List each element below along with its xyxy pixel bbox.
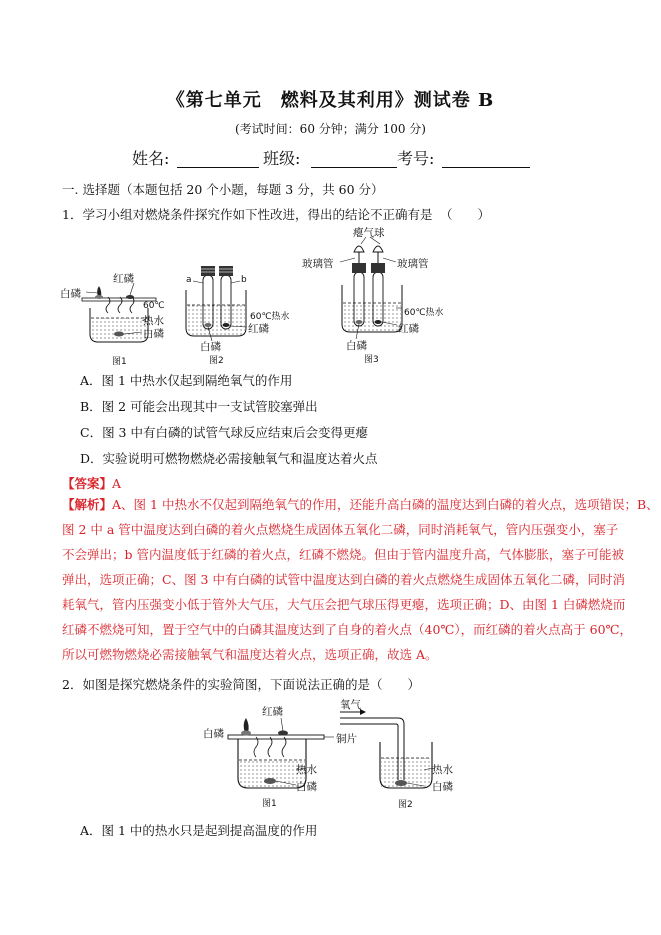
q1-answer-value: A <box>112 476 122 491</box>
q1-fig2-water-label: 60℃热水 <box>250 312 290 322</box>
q1-analysis-line: 弹出，选项正确；C、图 3 中有白磷的试管中温度达到白磷的着火点燃烧生成固体五氧化二磷，同时消 <box>62 572 625 587</box>
q1-stem: 1．学习小组对燃烧条件探究作如下性改进，得出的结论不正确有是 <box>62 207 433 222</box>
q1-fig3-tube-right-label: 玻璃管 <box>397 258 429 270</box>
class-label: 班级: <box>263 149 301 168</box>
q2-option-a[interactable]: A．图 1 中的热水只是起到提高温度的作用 <box>80 823 318 838</box>
q1-answer-paren: （ ） <box>440 207 491 222</box>
q2-fig1-water-label: 热水 <box>296 764 317 776</box>
q1-analysis-line: 红磷不燃烧可知，置于空气中的白磷其温度达到了自身的着火点（40℃），而红磷的着火点高于 60℃， <box>62 622 633 637</box>
q2-fig2-white-p-label: 白磷 <box>432 781 453 793</box>
q2-fig1-caption: 图1 <box>262 799 277 809</box>
q1-option-c[interactable]: C．图 3 中有白磷的试管气球反应结束后会变得更瘪 <box>80 425 368 440</box>
q1-fig2-a-label: a <box>186 275 192 285</box>
q1-analysis-line: 所以可燃物燃烧必需接触氧气和温度达着火点，选项正确，故选 A。 <box>62 647 438 662</box>
name-label: 姓名: <box>132 149 170 168</box>
q1-fig2-caption: 图2 <box>209 356 224 366</box>
q1-fig2-red-p-label: 红磷 <box>248 323 269 335</box>
q1-fig3-white-p-label: 白磷 <box>346 340 367 352</box>
q1-fig3-caption: 图3 <box>364 355 379 365</box>
q2-fig1-white-p2-label: 白磷 <box>296 781 317 793</box>
q2-fig2-water-label: 热水 <box>432 764 453 776</box>
exam-subtitle: (考试时间：60 分钟；满分 100 分) <box>235 122 426 136</box>
q1-fig2-white-p-label: 白磷 <box>200 341 221 353</box>
q1-option-d[interactable]: D．实验说明可燃物燃烧必需接触氧气和温度达着火点 <box>80 451 378 466</box>
q1-fig1-white-p2-label: 白磷 <box>143 328 164 340</box>
q1-fig3-tube-left-label: 玻璃管 <box>302 258 334 270</box>
q1-fig1-white-p-label: 白磷 <box>60 288 81 300</box>
q1-fig2-b-label: b <box>241 275 247 285</box>
q1-analysis-line: 【解析】A、图 1 中热水不仅起到隔绝氧气的作用，还能升高白磷的温度达到白磷的着火点，选项错误；B、 <box>62 497 659 512</box>
q1-option-b[interactable]: B．图 2 可能会出现其中一支试管胶塞弹出 <box>80 399 318 414</box>
q1-fig3-water-label: 60℃热水 <box>404 308 444 318</box>
q2-fig1-red-p-label: 红磷 <box>262 706 283 718</box>
exam-no-label: 考号: <box>397 149 435 168</box>
q2-fig2-oxygen-label: 氧气 <box>340 699 361 711</box>
q1-fig1-water-label: 热水 <box>143 315 164 327</box>
q1-fig1-red-p-label: 红磷 <box>113 273 134 285</box>
q2-fig1-copper-label: 铜片 <box>336 733 357 745</box>
section-heading: 一. 选择题（本题包括 20 个小题，每题 3 分，共 60 分） <box>62 182 384 197</box>
q1-option-a[interactable]: A．图 1 中热水仅起到隔绝氧气的作用 <box>80 373 293 388</box>
q1-analysis-tag: 【解析】 <box>62 497 113 512</box>
q1-answer-tag: 【答案】 <box>62 476 113 491</box>
q2-fig2-caption: 图2 <box>398 800 413 810</box>
q1-analysis-line: 不会弹出；b 管内温度低于红磷的着火点，红磷不燃烧。但由于管内温度升高，气体膨胀，塞子可能被 <box>62 547 624 562</box>
q1-fig1-temp-label: 60℃ <box>143 301 165 311</box>
q1-analysis-line: 耗氧气，管内压强变小低于管外大气压，大气压会把气球压得更瘪，选项正确；D、由图 1 白磷燃烧而 <box>62 597 626 612</box>
q2-stem: 2．如图是探究燃烧条件的实验简图，下面说法正确的是（ ） <box>62 677 420 692</box>
q2-fig1-white-p-label: 白磷 <box>203 728 224 740</box>
q1-fig1-caption: 图1 <box>112 357 127 367</box>
q1-analysis-line: 图 2 中 a 管中温度达到白磷的着火点燃烧生成固体五氧化二磷，同时消耗氧气，管内压强变小，塞子 <box>62 522 619 537</box>
q1-fig3-red-p-label: 红磷 <box>398 323 419 335</box>
page-title: 《第七单元 燃料及其利用》测试卷 B <box>166 90 495 111</box>
q1-fig3-balloon-label: 瘪气球 <box>353 227 385 239</box>
